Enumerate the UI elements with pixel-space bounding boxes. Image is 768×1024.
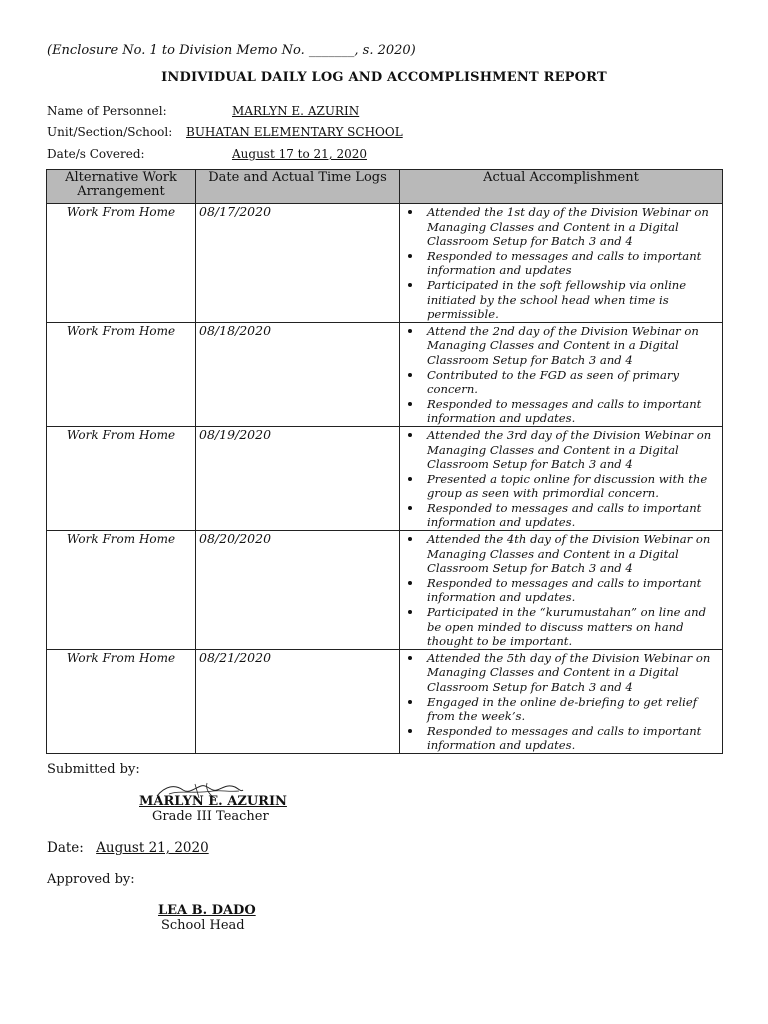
accomplishment-list <box>403 205 719 322</box>
list-item: Responded to messages and calls to important information and updates. <box>403 397 719 426</box>
header-arrangement: Alternative Work Arrangement <box>47 170 196 204</box>
accomplishment-list <box>403 428 719 530</box>
accomplishment-list <box>403 651 719 753</box>
table-row <box>47 531 723 650</box>
dates-label: Date/s Covered: <box>47 147 145 161</box>
table-row <box>47 322 723 426</box>
accomplishment-cell <box>400 426 723 530</box>
header-date: Date and Actual Time Logs <box>196 170 400 204</box>
accomplishment-list <box>403 532 719 649</box>
list-item: Participated in the “kurumustahan” on line and be open minded to discuss matters on hand thought to be important. <box>403 605 719 649</box>
accomplishment-table <box>46 169 723 754</box>
approver-name: LEA B. DADO <box>158 903 256 918</box>
date-label: Date: <box>47 840 84 856</box>
submitted-label: Submitted by: <box>47 762 140 777</box>
personnel-label: Name of Personnel: <box>47 104 167 118</box>
personnel-value: MARLYN E. AZURIN <box>232 104 360 118</box>
list-item: Attended the 5th day of the Division Webinar on Managing Classes and Content in a Digital Classroom Setup for Batch 3 and 4 <box>403 651 719 695</box>
date-value: August 21, 2020 <box>96 840 209 856</box>
table-row <box>47 426 723 530</box>
list-item: Responded to messages and calls to important information and updates. <box>403 576 719 605</box>
date-line <box>47 840 209 856</box>
arrangement-cell: Work From Home <box>47 322 196 426</box>
submitter-position: Grade III Teacher <box>152 809 269 824</box>
list-item: Participated in the soft fellowship via online initiated by the school head when time is permissible. <box>403 278 719 322</box>
list-item: Responded to messages and calls to important information and updates <box>403 249 719 278</box>
list-item: Attend the 2nd day of the Division Webinar on Managing Classes and Content in a Digital Classroom Setup for Batch 3 and 4 <box>403 324 719 368</box>
accomplishment-cell <box>400 322 723 426</box>
arrangement-cell: Work From Home <box>47 204 196 323</box>
date-cell: 08/21/2020 <box>196 649 400 753</box>
list-item: Attended the 4th day of the Division Webinar on Managing Classes and Content in a Digital Classroom Setup for Batch 3 and 4 <box>403 532 719 576</box>
arrangement-cell: Work From Home <box>47 531 196 650</box>
table-header-row <box>47 170 723 204</box>
unit-label: Unit/Section/School: <box>47 125 173 139</box>
date-cell: 08/20/2020 <box>196 531 400 650</box>
submitter-name: MARLYN E. AZURIN <box>139 794 287 809</box>
list-item: Responded to messages and calls to important information and updates. <box>403 724 719 753</box>
unit-value: BUHATAN ELEMENTARY SCHOOL <box>186 125 403 139</box>
list-item: Contributed to the FGD as seen of primary concern. <box>403 368 719 397</box>
table-row <box>47 204 723 323</box>
list-item: Responded to messages and calls to important information and updates. <box>403 501 719 530</box>
list-item: Presented a topic online for discussion with the group as seen with primordial concern. <box>403 472 719 501</box>
approver-position: School Head <box>161 918 245 933</box>
date-cell: 08/17/2020 <box>196 204 400 323</box>
accomplishment-list <box>403 324 719 426</box>
accomplishment-cell <box>400 531 723 650</box>
table-row <box>47 649 723 753</box>
list-item: Engaged in the online de-briefing to get relief from the week’s. <box>403 695 719 724</box>
list-item: Attended the 3rd day of the Division Webinar on Managing Classes and Content in a Digital Classroom Setup for Batch 3 and 4 <box>403 428 719 472</box>
approved-label: Approved by: <box>47 872 135 887</box>
dates-value: August 17 to 21, 2020 <box>232 147 367 161</box>
page-title: INDIVIDUAL DAILY LOG AND ACCOMPLISHMENT REPORT <box>161 70 607 85</box>
date-cell: 08/19/2020 <box>196 426 400 530</box>
date-cell: 08/18/2020 <box>196 322 400 426</box>
arrangement-cell: Work From Home <box>47 649 196 753</box>
list-item: Attended the 1st day of the Division Webinar on Managing Classes and Content in a Digital Classroom Setup for Batch 3 and 4 <box>403 205 719 249</box>
arrangement-cell: Work From Home <box>47 426 196 530</box>
accomplishment-cell <box>400 649 723 753</box>
accomplishment-cell <box>400 204 723 323</box>
enclosure-note: (Enclosure No. 1 to Division Memo No. _______, s. 2020) <box>47 43 416 58</box>
header-accomplishment: Actual Accomplishment <box>400 170 723 204</box>
